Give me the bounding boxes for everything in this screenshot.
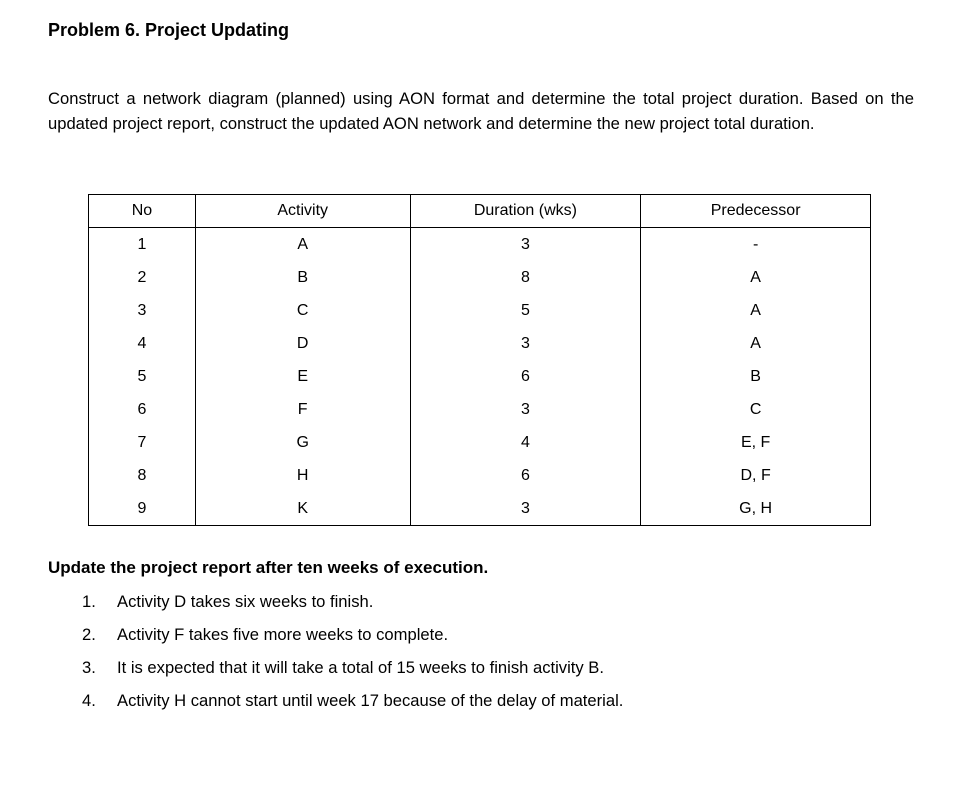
update-heading: Update the project report after ten weeks of execution. [48,558,489,577]
cell-no: 9 [89,492,196,526]
cell-no: 3 [89,294,196,327]
cell-activity: G [195,426,410,459]
intro-paragraph: Construct a network diagram (planned) using AON format and determine the total project duration. Based on the updated project report, construct the updated AON network and determine the new project total duration. [48,89,914,133]
cell-activity: C [195,294,410,327]
table-row [89,294,871,327]
table-row [89,393,871,426]
column-header-no: No [89,195,196,228]
cell-no: 1 [89,228,196,262]
cell-duration: 4 [410,426,641,459]
table-row [89,228,871,262]
list-item-text: Activity F takes five more weeks to complete. [117,625,449,644]
activity-table [88,194,871,526]
cell-activity: B [195,261,410,294]
cell-predecessor: B [641,360,871,393]
cell-duration: 3 [410,228,641,262]
table-row [89,327,871,360]
cell-activity: D [195,327,410,360]
problem-title: Problem 6. Project Updating [48,20,290,40]
cell-no: 4 [89,327,196,360]
table-row [89,492,871,526]
cell-duration: 3 [410,492,641,526]
cell-no: 2 [89,261,196,294]
cell-duration: 6 [410,360,641,393]
column-header-duration: Duration (wks) [410,195,641,228]
cell-predecessor: A [641,327,871,360]
list-item-number: 3. [82,658,96,677]
list-item-number: 2. [82,625,96,644]
cell-predecessor: - [641,228,871,262]
list-item-number: 4. [82,691,96,710]
cell-predecessor: A [641,294,871,327]
cell-predecessor: C [641,393,871,426]
cell-duration: 3 [410,327,641,360]
cell-duration: 5 [410,294,641,327]
table-row [89,360,871,393]
cell-predecessor: D, F [641,459,871,492]
table-row [89,261,871,294]
list-item-text: Activity D takes six weeks to finish. [117,592,374,611]
column-header-activity: Activity [195,195,410,228]
column-header-predecessor: Predecessor [641,195,871,228]
cell-activity: K [195,492,410,526]
cell-duration: 3 [410,393,641,426]
cell-no: 7 [89,426,196,459]
table-row [89,426,871,459]
cell-predecessor: A [641,261,871,294]
cell-activity: A [195,228,410,262]
list-item-text: Activity H cannot start until week 17 because of the delay of material. [117,691,624,710]
cell-duration: 8 [410,261,641,294]
cell-no: 6 [89,393,196,426]
cell-duration: 6 [410,459,641,492]
list-item-text: It is expected that it will take a total of 15 weeks to finish activity B. [117,658,604,677]
table-header-row [89,195,871,228]
list-item-number: 1. [82,592,96,611]
cell-no: 5 [89,360,196,393]
table-row [89,459,871,492]
cell-activity: E [195,360,410,393]
cell-predecessor: E, F [641,426,871,459]
cell-predecessor: G, H [641,492,871,526]
cell-activity: H [195,459,410,492]
cell-activity: F [195,393,410,426]
cell-no: 8 [89,459,196,492]
